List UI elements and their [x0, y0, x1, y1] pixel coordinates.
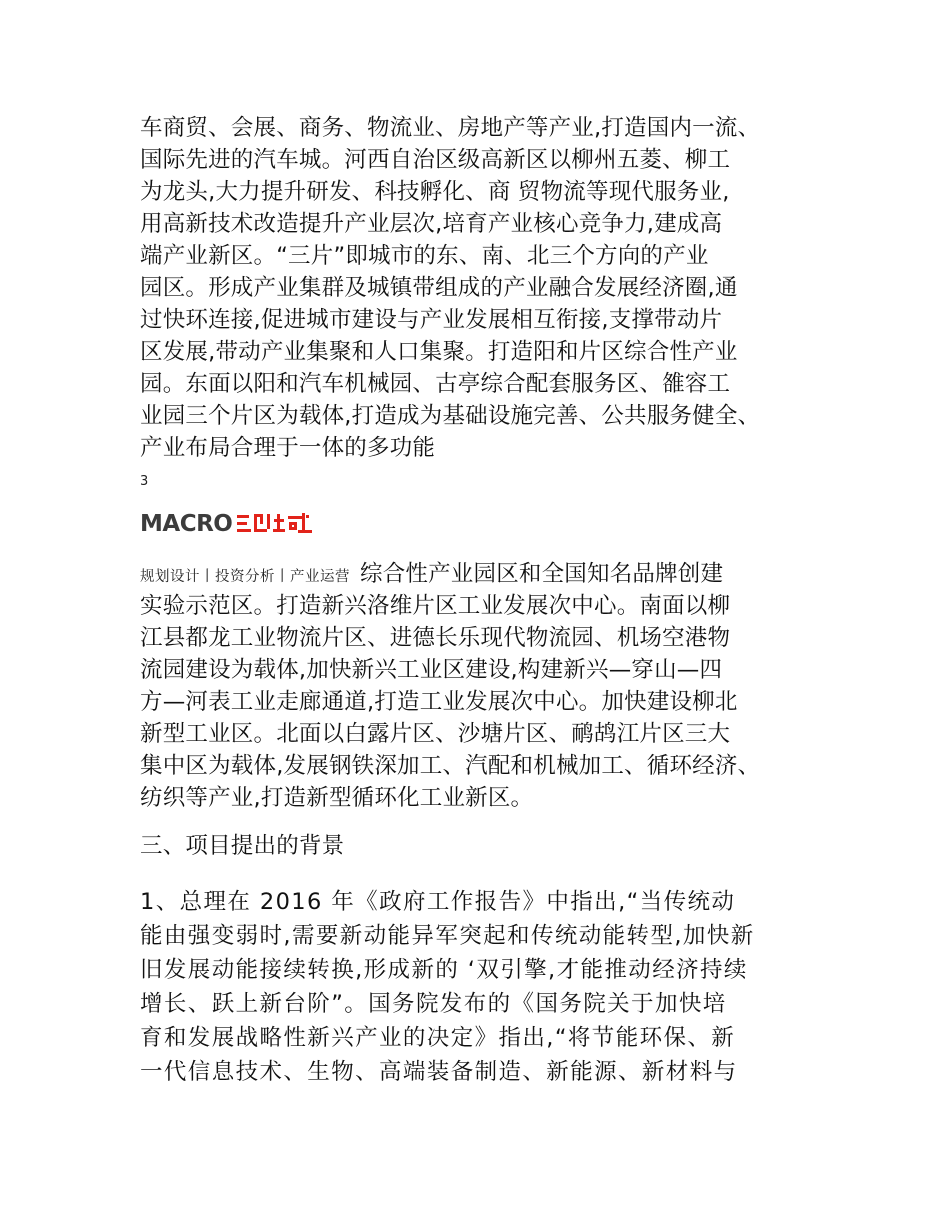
- text-line: [140, 560, 723, 591]
- logo-wordmark: MACRO: [140, 511, 233, 537]
- text-line: 方—河表工业走廊通道,打造工业发展次中心。加快建设柳北: [140, 689, 738, 715]
- text-line: 用高新技术改造提升产业层次,培育产业核心竞争力,建成高: [140, 211, 723, 237]
- text-line: 新型工业区。北面以白露片区、沙塘片区、鸸鸪江片区三大: [140, 721, 731, 747]
- company-tagline: 规划设计丨投资分析丨产业运营: [140, 569, 350, 585]
- section-heading: 三、项目提出的背景: [140, 833, 345, 859]
- text-line: 为龙头,大力提升研发、科技孵化、商 贸物流等现代服务业,: [140, 179, 730, 205]
- logo-mark-icon: [236, 511, 316, 537]
- text-line: 一代信息技术、生物、高端装备制造、新能源、新材料与: [140, 1059, 738, 1085]
- text-line: 增长、跃上新台阶”。国务院发布的《国务院关于加快培: [140, 991, 727, 1017]
- text-span: 综合性产业园区和全国知名品牌创建: [360, 561, 724, 587]
- text-line: 车商贸、会展、商务、物流业、房地产等产业,打造国内一流、: [140, 115, 761, 141]
- text-line: 流园建设为载体,加快新兴工业区建设,构建新兴—穿山—四: [140, 657, 723, 683]
- text-line: 园区。形成产业集群及城镇带组成的产业融合发展经济圈,通: [140, 275, 738, 301]
- text-line: 国际先进的汽车城。河西自治区级高新区以柳州五菱、柳工: [140, 147, 731, 173]
- text-line: 过快环连接,促进城市建设与产业发展相互衔接,支撑带动片: [140, 307, 723, 333]
- text-line: 端产业新区。“三片”即城市的东、南、北三个方向的产业: [140, 243, 709, 269]
- text-line: 江县都龙工业物流片区、进德长乐现代物流园、机场空港物: [140, 625, 731, 651]
- text-line: 1、总理在 2016 年《政府工作报告》中指出,“当传统动: [140, 889, 736, 915]
- text-line: 业园三个片区为载体,打造成为基础设施完善、公共服务健全、: [140, 403, 761, 429]
- text-line: 园。东面以阳和汽车机械园、古亭综合配套服务区、雒容工: [140, 371, 731, 397]
- company-logo: [140, 510, 316, 538]
- page-number: 3: [140, 474, 149, 489]
- text-line: 育和发展战略性新兴产业的决定》指出,“将节能环保、新: [140, 1025, 736, 1051]
- text-line: 产业布局合理于一体的多功能: [140, 435, 436, 461]
- text-line: 集中区为载体,发展钢铁深加工、汽配和机械加工、循环经济、: [140, 753, 761, 779]
- text-line: 旧发展动能接续转换,形成新的 ‘双引擎,才能推动经济持续: [140, 957, 748, 983]
- text-line: 实验示范区。打造新兴洛维片区工业发展次中心。南面以柳: [140, 593, 731, 619]
- text-line: 区发展,带动产业集聚和人口集聚。打造阳和片区综合性产业: [140, 339, 738, 365]
- text-line: 纺织等产业,打造新型循环化工业新区。: [140, 785, 534, 811]
- text-line: 能由强变弱时,需要新动能异军突起和传统动能转型,加快新: [140, 923, 755, 949]
